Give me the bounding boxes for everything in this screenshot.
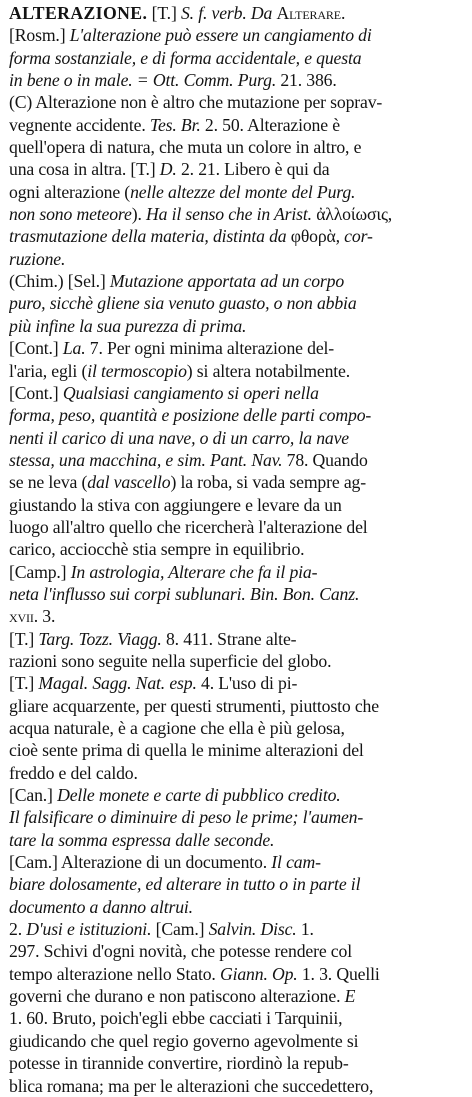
text-line	[9, 829, 463, 851]
text-line	[9, 896, 463, 918]
text-segment: .	[340, 3, 346, 23]
text-line	[9, 91, 463, 113]
text-line	[9, 114, 463, 136]
text-segment: xvii. 3.	[9, 606, 56, 627]
text-segment: blica romana; ma per le alterazioni che succedettero,	[9, 1075, 374, 1096]
text-line	[9, 69, 463, 91]
text-line	[9, 605, 463, 627]
text-line	[9, 181, 463, 203]
text-segment: Ha il senso che in Arist.	[146, 204, 317, 225]
text-segment: una cosa in altra. [T.]	[9, 159, 160, 180]
text-segment: Il cam-	[271, 852, 321, 873]
text-segment: tempo alterazione nello Stato.	[9, 963, 220, 984]
text-segment: 7. Per ogni minima alterazione del-	[89, 338, 335, 359]
text-line	[9, 404, 463, 426]
text-line	[9, 695, 463, 717]
text-line	[9, 806, 463, 828]
text-segment: [Can.]	[9, 785, 58, 806]
text-line	[9, 494, 463, 516]
text-line	[9, 2, 463, 24]
text-segment: razioni sono seguite nella superficie del globo.	[9, 650, 332, 671]
text-segment: ἀλλοίωσις,	[316, 204, 393, 225]
text-line	[9, 739, 463, 761]
text-line	[9, 717, 463, 739]
text-line	[9, 1075, 463, 1097]
text-segment: dal vascello	[87, 472, 171, 493]
text-segment: giudicando che quel regio governo agevolmente si	[9, 1030, 359, 1051]
text-segment: l'aria, egli (	[9, 360, 88, 381]
text-line	[9, 360, 463, 382]
text-segment: [T.]	[147, 3, 181, 23]
text-segment: Magal. Sagg. Nat. esp.	[38, 673, 201, 694]
text-line	[9, 225, 463, 247]
text-segment: ogni alterazione (	[9, 181, 131, 202]
text-segment: 2.	[9, 919, 27, 940]
text-segment: 1. 60. Bruto, poich'egli ebbe cacciati i Tarquinii,	[9, 1008, 343, 1029]
text-segment: quell'opera di natura, che muta un colore in altro, e	[9, 137, 362, 158]
text-segment: freddo e del caldo.	[9, 762, 138, 783]
text-line	[9, 270, 463, 292]
text-line	[9, 561, 463, 583]
text-segment: carico, acciocchè stia sempre in equilibrio.	[9, 539, 305, 560]
text-segment: neta l'influsso sui corpi sublunari. Bin. Bon. Canz.	[9, 583, 360, 604]
text-segment: forma sostanziale, e di forma accidentale, e questa	[9, 47, 362, 68]
text-segment: Giann. Op.	[219, 963, 302, 984]
text-segment: Qualsiasi cangiamento si operi nella	[62, 382, 319, 403]
text-segment: gliare acquarzente, per questi strumenti, piuttosto che	[9, 695, 379, 716]
text-line	[9, 337, 463, 359]
text-segment: ruzione.	[9, 248, 66, 269]
text-line	[9, 538, 463, 560]
text-segment: (C) Alterazione non è altro che mutazione per soprav-	[9, 92, 383, 113]
text-segment: nelle altezze del monte del Purg.	[130, 181, 356, 202]
text-segment: luogo all'altro quello che ricercherà l'alterazione del	[9, 516, 368, 537]
text-segment: 8. 411. Strane alte-	[165, 628, 297, 649]
text-segment: Mutazione apportata ad un corpo	[109, 271, 345, 292]
text-line	[9, 315, 463, 337]
text-segment: (Chim.) [Sel.]	[9, 271, 110, 292]
text-segment: 21. 386.	[280, 70, 337, 91]
text-segment: 2. 21. Libero è qui da	[180, 159, 330, 180]
text-segment: [Cam.]	[155, 919, 209, 940]
text-segment: [Camp.]	[9, 561, 71, 582]
text-segment: non sono meteore	[9, 204, 132, 225]
text-line	[9, 940, 463, 962]
text-line	[9, 1052, 463, 1074]
text-line	[9, 1030, 463, 1052]
text-segment: D'usi e istituzioni.	[26, 919, 156, 940]
text-segment: in bene o in male. = Ott. Comm. Purg.	[9, 70, 281, 91]
text-segment: [Rosm.]	[9, 25, 70, 46]
text-line	[9, 628, 463, 650]
text-segment: Salvin. Disc.	[208, 919, 301, 940]
text-segment: tare la somma espressa dalle seconde.	[9, 829, 275, 850]
text-segment: forma, peso, quantità e posizione delle parti compo-	[9, 405, 372, 426]
text-line	[9, 851, 463, 873]
text-segment: vegnente accidente.	[9, 114, 150, 135]
entry-headword: ALTERAZIONE.	[9, 3, 148, 23]
text-segment: nenti il carico di una nave, o di un carro, la nave	[9, 427, 349, 448]
text-segment: potesse in tirannide convertire, riordinò la repub-	[9, 1053, 349, 1074]
text-segment: [T.]	[9, 673, 39, 694]
text-line	[9, 873, 463, 895]
text-line	[9, 985, 463, 1007]
text-line	[9, 762, 463, 784]
text-segment: 78. Quando	[286, 449, 368, 470]
text-segment: ).	[131, 204, 146, 225]
text-segment: ) si altera notabilmente.	[186, 360, 351, 381]
text-segment: [T.]	[9, 628, 39, 649]
text-segment: biare dolosamente, ed alterare in tutto o in parte il	[9, 874, 361, 895]
text-line	[9, 963, 463, 985]
text-segment: cioè sente prima di quella le minime alterazioni del	[9, 740, 364, 761]
text-line	[9, 583, 463, 605]
text-segment: Delle monete e carte di pubblico credito.	[57, 785, 341, 806]
text-segment: [Cont.]	[9, 338, 63, 359]
text-line	[9, 672, 463, 694]
text-segment: acqua naturale, è a cagione che ella è più gelosa,	[9, 718, 345, 738]
text-line	[9, 203, 463, 225]
text-line	[9, 516, 463, 538]
text-segment: giustando la stiva con aggiungere e levare da un	[9, 494, 342, 515]
text-segment: stessa, una macchina, e sim. Pant. Nav.	[9, 449, 287, 470]
text-segment: trasmutazione della materia, distinta da	[9, 226, 291, 247]
text-segment: [Cam.] Alterazione di un documento.	[9, 852, 272, 873]
text-line	[9, 918, 463, 940]
text-segment: ) la roba, si vada sempre ag-	[170, 472, 366, 493]
text-segment: Il falsificare o diminuire di peso le prime; l'aumen-	[9, 807, 364, 828]
text-line	[9, 784, 463, 806]
text-line	[9, 47, 463, 69]
text-line	[9, 471, 463, 493]
text-segment: D.	[159, 159, 181, 180]
text-segment: 4. L'uso di pi-	[201, 673, 298, 694]
text-segment: se ne leva (	[9, 472, 88, 493]
text-line	[9, 382, 463, 404]
text-segment: 1. 3. Quelli	[301, 963, 380, 984]
text-segment: L'alterazione può essere un cangiamento di	[69, 25, 372, 46]
text-segment: più infine la sua purezza di prima.	[9, 315, 247, 336]
text-segment: il termoscopio	[87, 360, 187, 381]
text-segment: 1.	[300, 919, 314, 940]
text-line	[9, 650, 463, 672]
text-segment: , cor-	[335, 226, 373, 247]
text-segment: documento a danno altrui.	[9, 896, 193, 917]
text-segment: governi che durano e non patiscono alterazione.	[9, 986, 345, 1007]
text-line	[9, 248, 463, 270]
text-segment: φθορὰ	[290, 226, 336, 247]
text-segment: 2. 50. Alterazione è	[204, 114, 340, 135]
text-segment: Targ. Tozz. Viagg.	[38, 628, 166, 649]
text-line	[9, 427, 463, 449]
text-segment: puro, sicchè gliene sia venuto guasto, o non abbia	[9, 293, 357, 314]
text-line	[9, 449, 463, 471]
text-segment: Alterare	[276, 3, 341, 23]
text-line	[9, 24, 463, 46]
text-segment: [Cont.]	[9, 382, 63, 403]
text-segment: S. f. verb. Da	[180, 3, 277, 23]
text-segment: Tes. Br.	[149, 114, 205, 135]
text-line	[9, 158, 463, 180]
text-line	[9, 292, 463, 314]
text-segment: In astrologia, Alterare che fa il pia-	[70, 561, 318, 582]
text-segment: E	[344, 986, 356, 1007]
text-segment: 297. Schivi d'ogni novità, che potesse rendere col	[9, 941, 352, 962]
text-segment: La.	[62, 338, 90, 359]
text-line	[9, 1007, 463, 1029]
text-line	[9, 136, 463, 158]
